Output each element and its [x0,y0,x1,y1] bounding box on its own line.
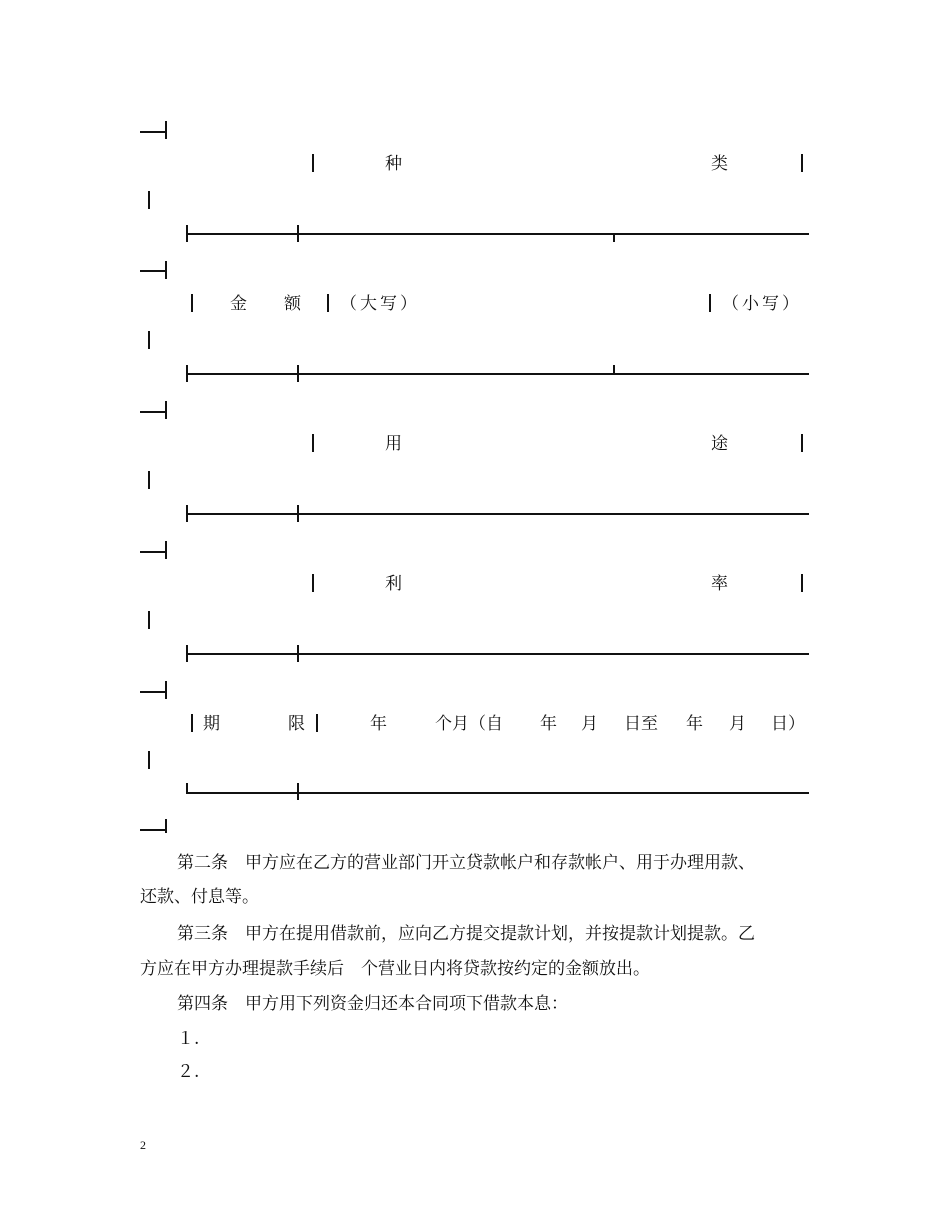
row-stub-bar [165,819,167,833]
type-label-right: 类 [711,154,728,174]
clause-4-line-1: 第四条 甲方用下列资金归还本合同项下借款本息： [177,994,568,1014]
term-label-left: 期 [203,714,220,734]
rate-label-left: 利 [385,574,402,594]
row-stub [140,691,166,693]
row-stub [140,411,166,413]
divider-tick [297,225,299,242]
cell-border [312,574,314,592]
row-stub [140,270,166,272]
divider-tick [297,783,299,800]
divider-tick [186,505,188,522]
term-label-right: 限 [288,714,305,734]
divider-tick [613,233,615,242]
row-stub-bar [165,681,167,699]
row-end-bar [148,191,150,209]
divider-tick [186,645,188,662]
type-label-left: 种 [385,154,402,174]
cell-border [191,714,193,732]
row-stub [140,829,166,831]
page-number: 2 [140,1138,146,1152]
divider-tick [186,783,188,793]
row-end-bar [148,331,150,349]
row-divider [186,233,809,235]
divider-tick [297,645,299,662]
divider-tick [613,365,615,374]
term-years: 年 [370,714,387,734]
amount-label: 金 额 [230,294,311,314]
term-start-day-to: 日至 [624,714,658,734]
row-stub [140,131,166,133]
term-start-year: 年 [540,714,557,734]
cell-border [327,294,329,312]
rate-label-right: 率 [711,574,728,594]
cell-border [709,294,711,312]
cell-border [801,574,803,592]
cell-border [312,434,314,452]
row-stub [140,551,166,553]
divider-tick [186,225,188,242]
row-divider [186,653,809,655]
amount-uppercase-label: （大写） [340,294,420,314]
term-end-day: 日） [771,714,805,734]
row-end-bar [148,471,150,489]
divider-tick [297,365,299,382]
cell-border [801,154,803,172]
row-divider [186,513,809,515]
row-end-bar [148,751,150,769]
list-item-2: ２. [177,1062,200,1082]
term-end-year: 年 [686,714,703,734]
term-end-month: 月 [729,714,746,734]
divider-tick [297,505,299,522]
table-bottom-border [186,792,809,794]
clause-3-line-1: 第三条 甲方在提用借款前，应向乙方提交提款计划，并按提款计划提款。乙 [177,924,755,944]
term-start-month: 月 [581,714,598,734]
row-stub-bar [165,401,167,419]
clause-2-line-2: 还款、付息等。 [140,887,259,907]
row-end-bar [148,611,150,629]
row-divider [186,373,809,375]
purpose-label-right: 途 [711,434,728,454]
clause-2-line-1: 第二条 甲方应在乙方的营业部门开立贷款帐户和存款帐户、用于办理用款、 [177,853,755,873]
row-stub-bar [165,121,167,139]
divider-tick [186,365,188,382]
list-item-1: １. [177,1029,200,1049]
cell-border [801,434,803,452]
purpose-label-left: 用 [385,434,402,454]
amount-figures-label: （小写） [722,294,802,314]
cell-border [312,154,314,172]
term-months-from: 个月（自 [435,714,503,734]
row-stub-bar [165,541,167,559]
clause-3-line-2: 方应在甲方办理提款手续后 个营业日内将贷款按约定的金额放出。 [140,959,650,979]
cell-border [191,294,193,312]
cell-border [316,714,318,732]
row-stub-bar [165,261,167,279]
